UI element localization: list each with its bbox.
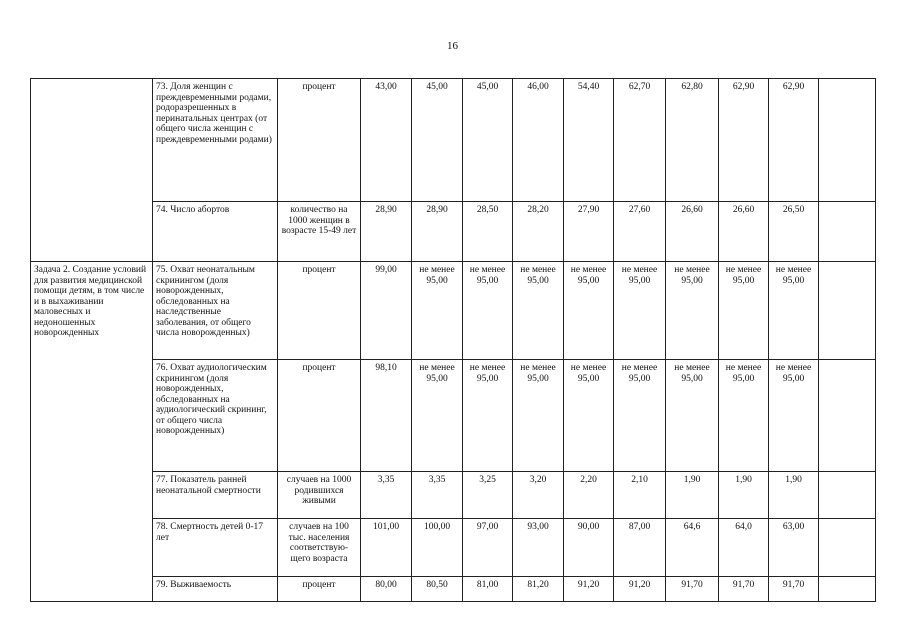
value-cell: 62,90 [719,79,769,202]
value-cell [819,519,876,577]
value-cell: 99,00 [361,262,412,360]
unit-cell: количество на 1000 женщин в возрасте 15-49 лет [278,202,361,262]
table-row [31,472,876,519]
value-cell: 81,20 [513,577,564,602]
indicator-cell: 77. Показатель ранней неонатальной смертности [153,472,278,519]
indicator-cell: 73. Доля женщин с преждевременными родами, родоразрешенных в перинатальных центрах (от общего числа женщин с преждевременными родами) [153,79,278,202]
unit-cell: случаев на 1000 родившихся живыми [278,472,361,519]
value-cell: 1,90 [666,472,719,519]
value-cell: 3,35 [361,472,412,519]
value-cell [819,360,876,472]
table-row [31,262,876,360]
page-number: 16 [447,40,458,52]
value-cell: 63,00 [769,519,819,577]
value-cell: не менее 95,00 [564,262,614,360]
value-cell: не менее 95,00 [513,262,564,360]
value-cell [819,79,876,202]
value-cell: 3,20 [513,472,564,519]
task-cell [31,79,153,262]
value-cell: 3,25 [463,472,513,519]
indicator-cell: 75. Охват неонатальным скринингом (доля новорожденных, обследованных на наследственные заболевания, от общего числа новорожденных) [153,262,278,360]
unit-cell: случаев на 100 тыс. населения соответствую-щего возраста [278,519,361,577]
value-cell [819,472,876,519]
value-cell: не менее 95,00 [666,262,719,360]
value-cell: не менее 95,00 [719,262,769,360]
value-cell: 28,50 [463,202,513,262]
value-cell [819,202,876,262]
value-cell: 46,00 [513,79,564,202]
value-cell: 26,50 [769,202,819,262]
value-cell: 45,00 [463,79,513,202]
value-cell: 90,00 [564,519,614,577]
value-cell: 98,10 [361,360,412,472]
value-cell: 28,90 [412,202,463,262]
indicators-table [30,78,876,602]
value-cell: 100,00 [412,519,463,577]
value-cell: 64,0 [719,519,769,577]
table-row [31,360,876,472]
value-cell: не менее 95,00 [463,360,513,472]
unit-cell: процент [278,79,361,202]
value-cell: 1,90 [769,472,819,519]
value-cell: не менее 95,00 [769,262,819,360]
indicator-cell: 74. Число абортов [153,202,278,262]
value-cell: 2,10 [614,472,666,519]
value-cell: 3,35 [412,472,463,519]
value-cell: не менее 95,00 [614,262,666,360]
value-cell: 93,00 [513,519,564,577]
value-cell: 91,70 [769,577,819,602]
value-cell: 101,00 [361,519,412,577]
value-cell [819,262,876,360]
value-cell: 26,60 [719,202,769,262]
value-cell: 97,00 [463,519,513,577]
value-cell: 45,00 [412,79,463,202]
value-cell: 91,20 [614,577,666,602]
unit-cell: процент [278,577,361,602]
value-cell: не менее 95,00 [769,360,819,472]
value-cell: 91,70 [666,577,719,602]
value-cell: 80,50 [412,577,463,602]
indicator-cell: 76. Охват аудиологическим скринингом (доля новорожденных, обследованных на аудиологический скрининг, от общего числа новорожденных) [153,360,278,472]
value-cell: не менее 95,00 [513,360,564,472]
value-cell: 91,70 [719,577,769,602]
value-cell: 64,6 [666,519,719,577]
value-cell: 27,60 [614,202,666,262]
task-cell: Задача 2. Создание условий для развития медицинской помощи детям, в том числе и в выхаживании маловесных и недоношенных новорожденных [31,262,153,602]
indicator-cell: 78. Смертность детей 0-17 лет [153,519,278,577]
value-cell: 91,20 [564,577,614,602]
value-cell: 2,20 [564,472,614,519]
value-cell: 43,00 [361,79,412,202]
value-cell: не менее 95,00 [412,360,463,472]
unit-cell: процент [278,262,361,360]
value-cell: 26,60 [666,202,719,262]
value-cell: 28,90 [361,202,412,262]
table-row [31,577,876,602]
value-cell: 28,20 [513,202,564,262]
value-cell: 1,90 [719,472,769,519]
value-cell: не менее 95,00 [614,360,666,472]
value-cell: не менее 95,00 [463,262,513,360]
table-row [31,79,876,202]
value-cell: 27,90 [564,202,614,262]
value-cell: не менее 95,00 [412,262,463,360]
value-cell: не менее 95,00 [666,360,719,472]
value-cell: 54,40 [564,79,614,202]
value-cell: не менее 95,00 [564,360,614,472]
value-cell: 62,70 [614,79,666,202]
table-row [31,519,876,577]
value-cell: не менее 95,00 [719,360,769,472]
value-cell: 87,00 [614,519,666,577]
value-cell: 62,80 [666,79,719,202]
indicator-cell: 79. Выживаемость [153,577,278,602]
value-cell: 81,00 [463,577,513,602]
value-cell: 80,00 [361,577,412,602]
value-cell [819,577,876,602]
value-cell: 62,90 [769,79,819,202]
table-row [31,202,876,262]
unit-cell: процент [278,360,361,472]
